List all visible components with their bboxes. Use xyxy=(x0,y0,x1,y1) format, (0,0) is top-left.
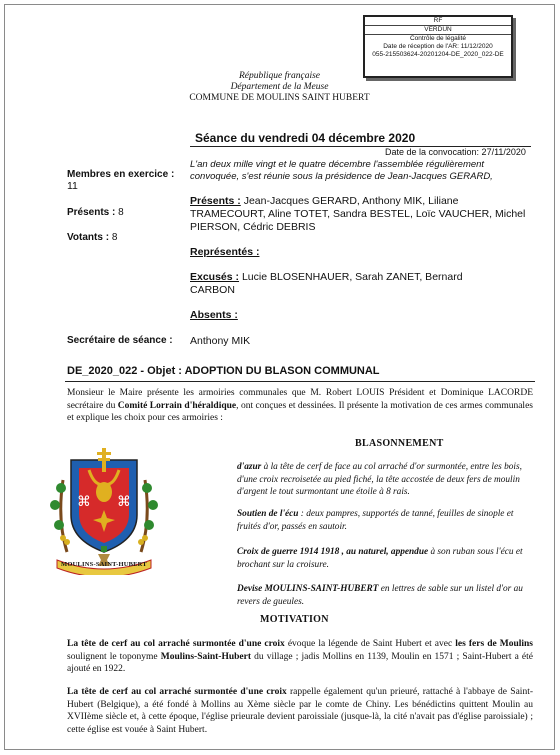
header-department: Département de la Meuse xyxy=(230,82,329,92)
absent-label-text: Absents : xyxy=(190,309,238,321)
blason-p1-text: à la tête de cerf de face au col arraché d'or surmontée, entre les bois, d'une croix recroisetée au pied fiché, la tête accostée de deux fers de moulin d'argent le tout surmontant une étoile à 8 rais. xyxy=(237,462,522,497)
object-intro-b: , ont conçues et dessinées. Il présente la motivation de ces armes communales et explique les choix pour ces armoiries : xyxy=(67,400,533,423)
m1-b1: La tête de cerf au col arraché surmontée d'une croix xyxy=(67,639,285,649)
blason-p4-bold: Devise MOULINS-SAINT-HUBERT xyxy=(237,584,379,594)
m1-t3: du village ; jadis Mollins en 1139, Moulin en 1571 ; Saint-Hubert a été ajouté en 1922. xyxy=(67,651,533,674)
absent-label xyxy=(190,309,238,322)
object-intro-bold: Comité Lorrain d'héraldique xyxy=(117,400,237,411)
object-intro xyxy=(67,387,533,425)
object-title: DE_2020_022 - Objet : ADOPTION DU BLASON COMMUNAL xyxy=(67,365,380,377)
header-commune: COMMUNE DE MOULINS SAINT HUBERT xyxy=(189,93,370,103)
m1-t2: soulignent le toponyme xyxy=(67,651,161,662)
crest-motto: MOULINS-SAINT-HUBERT xyxy=(61,561,147,568)
blason-p1 xyxy=(237,461,527,499)
blason-p3-bold: Croix de guerre 1914 1918 , au naturel, appendue xyxy=(237,547,429,557)
present-list-label: Présents : xyxy=(190,195,241,207)
m2-b1: La tête de cerf au col arraché surmontée d'une croix xyxy=(67,687,287,697)
excused-list xyxy=(190,271,500,297)
motivation-p1 xyxy=(67,638,533,676)
present-count-value: 8 xyxy=(118,207,124,218)
object-intro-a: Monsieur le Maire présente les armoiries communales que M. Robert LOUIS Président et Dominique LACORDE secrétaire du xyxy=(67,388,533,411)
m1-b3: Moulins-Saint-Hubert xyxy=(160,651,252,662)
stamp-rf: RF xyxy=(365,17,511,26)
votes-label xyxy=(67,232,117,243)
legality-stamp xyxy=(363,15,513,78)
stamp-city: VERDUN xyxy=(365,26,511,35)
blason-p2 xyxy=(237,508,527,533)
present-count-label-text: Présents : xyxy=(67,207,116,218)
blason-p3-text: à son ruban sous l'écu et brochant sur la croisure. xyxy=(237,547,523,570)
document-header xyxy=(5,71,554,104)
m2-t1: rappelle également qu'un prieuré, rattaché à l'abbaye de Saint-Hubert (Belgique), a été fondé à Mollins au Xème siècle par le comte de Chiny. Les bénédictins quittent Moulin au XVIIème siècle et, à cette époque, l'église prieurale devient paroissiale (jusque-là, la cité n'avait pas d'église paroissiale) ; cette église est vouée à Saint Hubert. xyxy=(67,687,533,735)
convocation-date: Date de la convocation: 27/11/2020 xyxy=(385,147,526,157)
blason-p1-bold: d'azur xyxy=(237,462,262,472)
excused-names: Lucie BLOSENHAUER, Sarah ZANET, Bernard CARBON xyxy=(190,271,463,296)
svg-text:⌘: ⌘ xyxy=(117,494,131,510)
stamp-date: Date de réception de l'AR: 11/12/2020 xyxy=(383,43,493,50)
present-count-label xyxy=(67,207,124,218)
members-label: Membres en exercice : xyxy=(67,169,175,180)
excused-list-label: Excusés : xyxy=(190,271,240,283)
blason-p2-text: : deux pampres, supportés de tanné, feuilles de sinople et fruités d'or, passés en sautoir. xyxy=(237,509,514,532)
members-value: 11 xyxy=(67,180,78,192)
svg-text:⌘: ⌘ xyxy=(77,494,91,510)
motivation-p2 xyxy=(67,686,533,736)
document-page xyxy=(4,4,555,750)
present-names: Jean-Jacques GERARD, Anthony MIK, Liliane TRAMECOURT, Aline TOTET, Sandra BESTEL, Loïc VAUCHER, Michel PIERSON, Cédric DEBRIS xyxy=(190,195,526,233)
present-list xyxy=(190,195,535,234)
votes-label-text: Votants : xyxy=(67,232,110,243)
motivation-heading: MOTIVATION xyxy=(260,614,329,625)
session-intro: L'an deux mille vingt et le quatre décembre l'assemblée régulièrement convoquée, s'est réunie sous la présidence de Jean-Jacques GERARD, xyxy=(190,159,493,182)
blason-p4-text: en lettres de sable sur un listel d'or au revers de gueules. xyxy=(237,584,523,607)
object-divider xyxy=(65,381,535,382)
blason-p2-bold: Soutien de l'écu xyxy=(237,509,299,519)
secretary-name: Anthony MIK xyxy=(190,335,251,347)
coat-of-arms-image xyxy=(49,440,159,575)
m1-t1: évoque la légende de Saint Hubert et avec xyxy=(284,639,456,649)
blason-p4 xyxy=(237,583,527,608)
stamp-control: Contrôle de légalité xyxy=(409,35,466,42)
votes-value: 8 xyxy=(111,232,118,243)
header-republic: République française xyxy=(239,71,320,81)
blason-p3 xyxy=(237,546,527,571)
stamp-reference: 055-215503624-20201204-DE_2020_022-DE xyxy=(372,51,504,58)
session-title: Séance du vendredi 04 décembre 2020 xyxy=(195,131,416,145)
represented-label-text: Représentés : xyxy=(190,246,260,258)
secretary-label: Secrétaire de séance : xyxy=(67,335,173,346)
m1-b2: les fers de Moulins xyxy=(455,639,534,649)
blason-heading: BLASONNEMENT xyxy=(355,438,444,449)
represented-label xyxy=(190,246,259,259)
